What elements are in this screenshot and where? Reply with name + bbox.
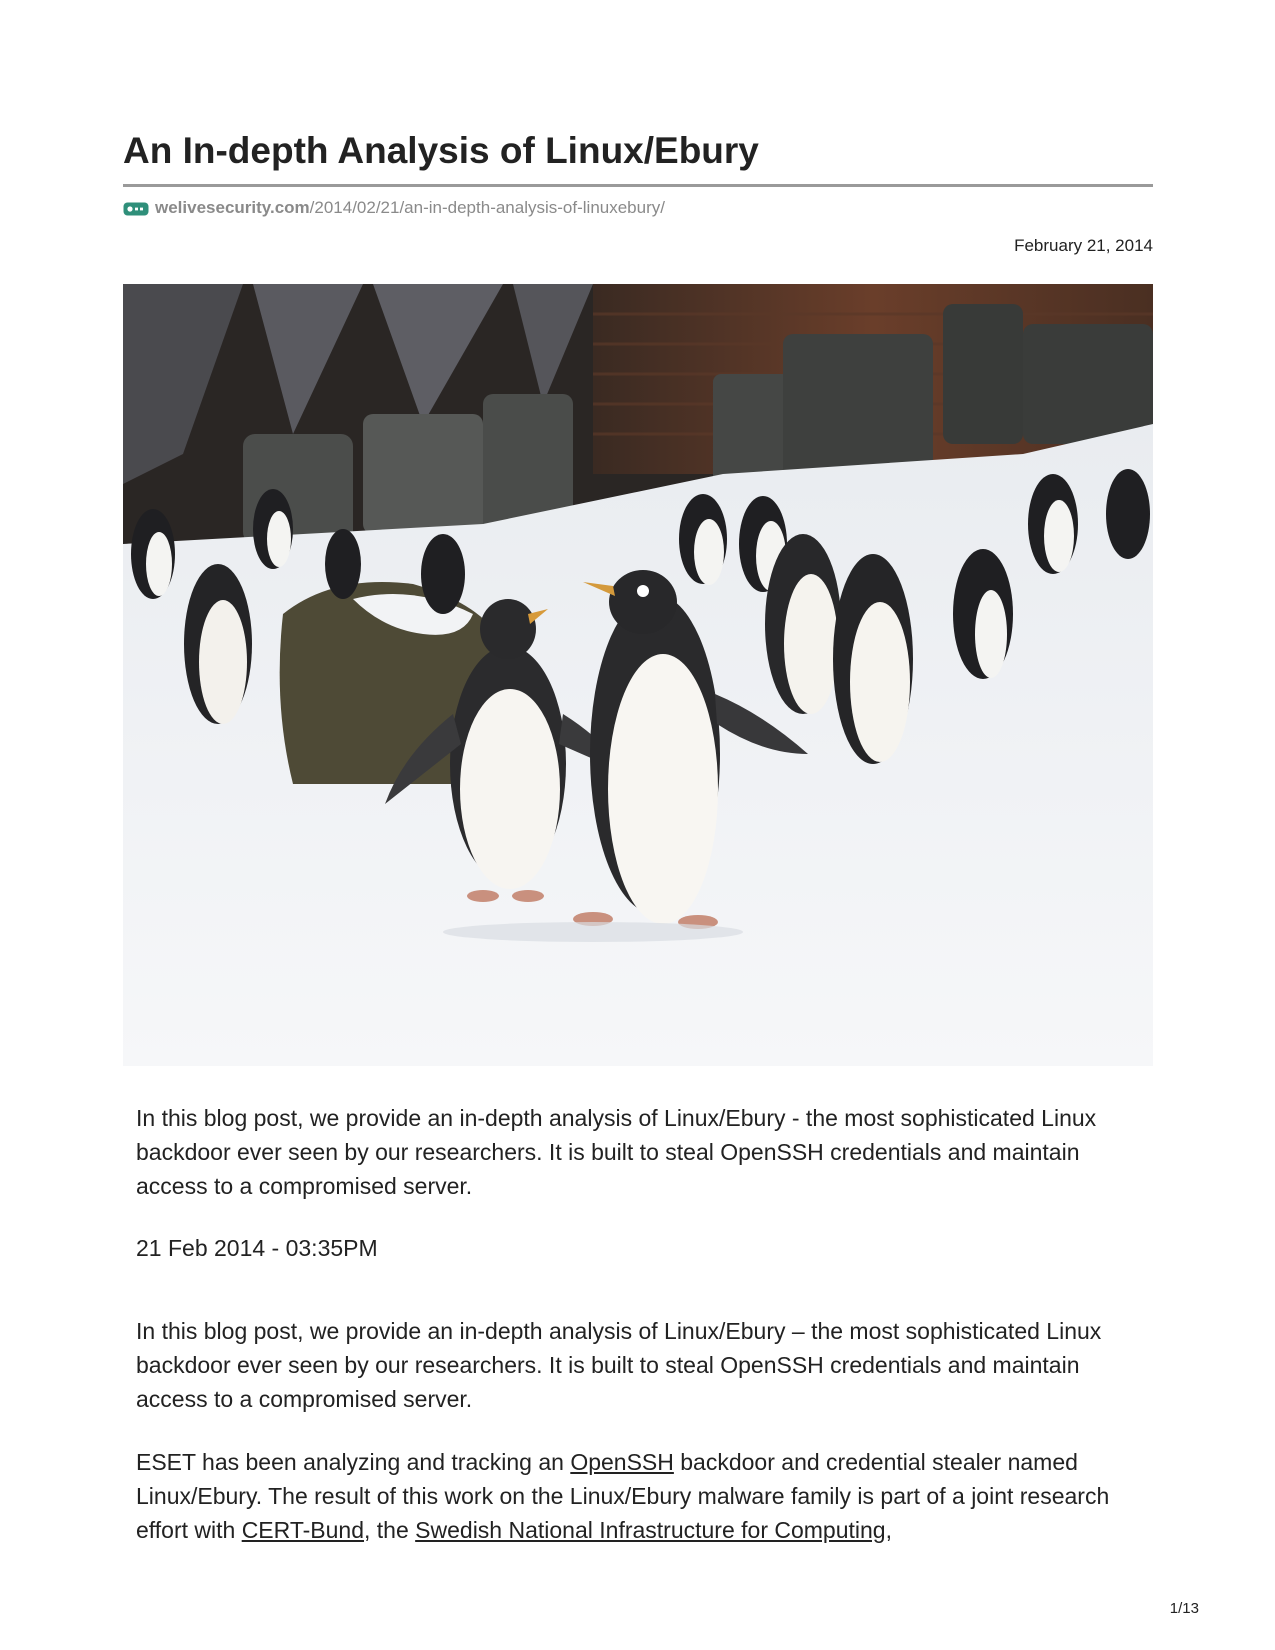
paragraph-text: backdoor and credential stealer named Linux/Ebury. The result of this work on the Linux/Ebury malware family is part of a joint research effort with: [136, 1449, 1110, 1543]
hero-image: [123, 284, 1153, 1066]
page-title: An In-depth Analysis of Linux/Ebury: [123, 130, 759, 171]
paragraph-text: ,: [885, 1517, 892, 1543]
source-path[interactable]: /2014/02/21/an-in-depth-analysis-of-linuxebury/: [309, 198, 665, 217]
intro-paragraph: In this blog post, we provide an in-depth analysis of Linux/Ebury - the most sophisticated Linux backdoor ever seen by our researchers. It is built to steal OpenSSH credentials and maintain access to a compromised server.: [136, 1105, 1097, 1199]
source-domain[interactable]: welivesecurity.com: [155, 198, 310, 217]
body-paragraph: In this blog post, we provide an in-depth analysis of Linux/Ebury – the most sophisticated Linux backdoor ever seen by our researchers. It is built to steal OpenSSH credentials and maintain access to a compromised server.: [136, 1318, 1102, 1412]
openssh-link[interactable]: OpenSSH: [570, 1449, 674, 1475]
paragraph-text: ESET has been analyzing and tracking an: [136, 1449, 571, 1475]
publish-date: February 21, 2014: [1014, 236, 1153, 255]
source-url[interactable]: [123, 197, 665, 219]
paragraph-text: , the: [364, 1517, 416, 1543]
snic-link[interactable]: Swedish National Infrastructure for Computing: [415, 1517, 886, 1543]
title-divider: [123, 184, 1153, 187]
page-number: 1/13: [1169, 1600, 1199, 1617]
penguins-in-snow-icon: [123, 284, 1153, 1066]
post-timestamp: 21 Feb 2014 - 03:35PM: [136, 1235, 378, 1261]
link-icon: [123, 201, 149, 215]
body-paragraph-links: [136, 1445, 1146, 1547]
cert-bund-link[interactable]: CERT-Bund: [241, 1517, 364, 1543]
